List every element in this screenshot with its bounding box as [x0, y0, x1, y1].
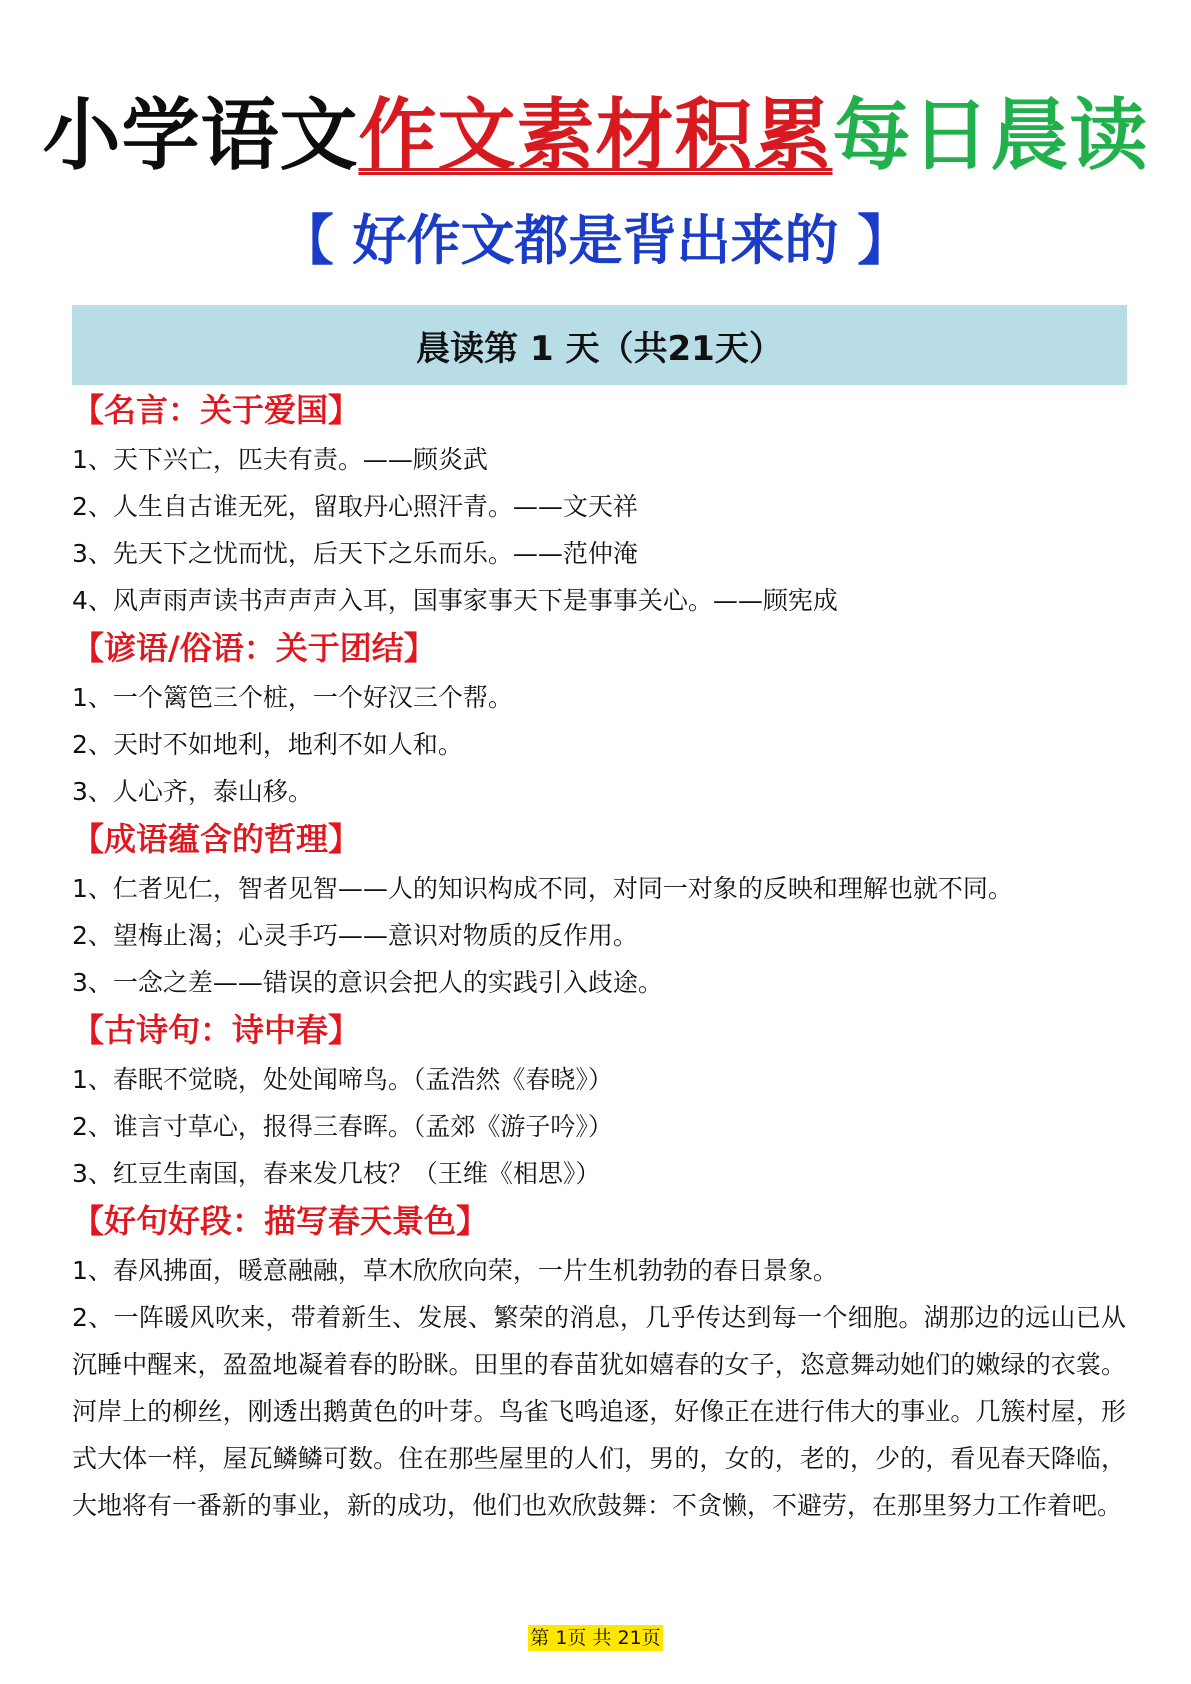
page-title	[0, 86, 1191, 186]
section-heading: 【好句好段：描写春天景色】	[72, 1202, 489, 1240]
section-items	[72, 436, 1132, 624]
section-heading: 【成语蕴含的哲理】	[72, 820, 361, 858]
title-part-daily-morning-reading: 每日晨读	[832, 91, 1149, 181]
list-item: 1、仁者见仁，智者见智——人的知识构成不同，对同一对象的反映和理解也就不同。	[72, 874, 1013, 903]
list-item: 1、春眠不觉晓，处处闻啼鸟。（孟浩然《春晓》）	[72, 1065, 613, 1094]
list-item: 1、一个篱笆三个桩，一个好汉三个帮。	[72, 683, 513, 712]
section-items	[72, 865, 1132, 1006]
list-item: 2、望梅止渴；心灵手巧——意识对物质的反作用。	[72, 921, 638, 950]
list-item: 4、风声雨声读书声声声入耳，国事家事天下是事事关心。——顾宪成	[72, 586, 838, 615]
list-item: 3、人心齐，泰山移。	[72, 777, 313, 806]
list-item: 3、先天下之忧而忧，后天下之乐而乐。——范仲淹	[72, 539, 638, 568]
section-idiom-philosophy	[72, 817, 1132, 1006]
section-heading: 【古诗句：诗中春】	[72, 1011, 361, 1049]
section-patriotism-quotes	[72, 388, 1132, 624]
list-item: 1、天下兴亡，匹夫有责。——顾炎武	[72, 445, 488, 474]
section-spring-scenery-passages	[72, 1199, 1132, 1529]
list-item: 3、红豆生南国，春来发几枝？（王维《相思》）	[72, 1159, 601, 1188]
list-item: 1、春风拂面，暖意融融，草木欣欣向荣，一片生机勃勃的春日景象。	[72, 1256, 838, 1285]
content-body	[72, 388, 1132, 1531]
section-spring-poems	[72, 1008, 1132, 1197]
list-item: 2、人生自古谁无死，留取丹心照汗青。——文天祥	[72, 492, 638, 521]
list-item: 2、天时不如地利，地利不如人和。	[72, 730, 463, 759]
title-part-primary-school-chinese: 小学语文	[42, 91, 359, 181]
title-part-composition-material: 作文素材积累	[358, 91, 833, 181]
list-item: 3、一念之差——错误的意识会把人的实践引入歧途。	[72, 968, 663, 997]
section-items	[72, 674, 1132, 815]
list-item: 2、谁言寸草心，报得三春晖。（孟郊《游子吟》）	[72, 1112, 613, 1141]
page-number: 第 1页 共 21页	[530, 1627, 661, 1649]
section-unity-proverbs	[72, 626, 1132, 815]
paragraph-item: 2、一阵暖风吹来，带着新生、发展、繁荣的消息，几乎传达到每一个细胞。湖那边的远山已从沉睡中醒来，盈盈地凝着春的盼眯。田里的春苗犹如嬉春的女子，恣意舞动她们的嫩绿的衣裳。河岸上的柳丝，刚透出鹅黄色的叶芽。鸟雀飞鸣追逐，好像正在进行伟大的事业。几簇村屋，形式大体一样，屋瓦鳞鳞可数。住在那些屋里的人们，男的，女的，老的，少的，看见春天降临，大地将有一番新的事业，新的成功，他们也欢欣鼓舞：不贪懒，不避劳，在那里努力工作着吧。	[72, 1303, 1126, 1520]
section-heading: 【谚语/俗语：关于团结】	[72, 629, 436, 667]
page-footer	[0, 1625, 1191, 1651]
day-banner: 晨读第 1 天（共21天）	[72, 305, 1127, 385]
section-heading: 【名言：关于爱国】	[72, 391, 361, 429]
page-subtitle: 【 好作文都是背出来的 】	[279, 209, 912, 272]
section-items	[72, 1056, 1132, 1197]
section-items	[72, 1247, 1132, 1529]
